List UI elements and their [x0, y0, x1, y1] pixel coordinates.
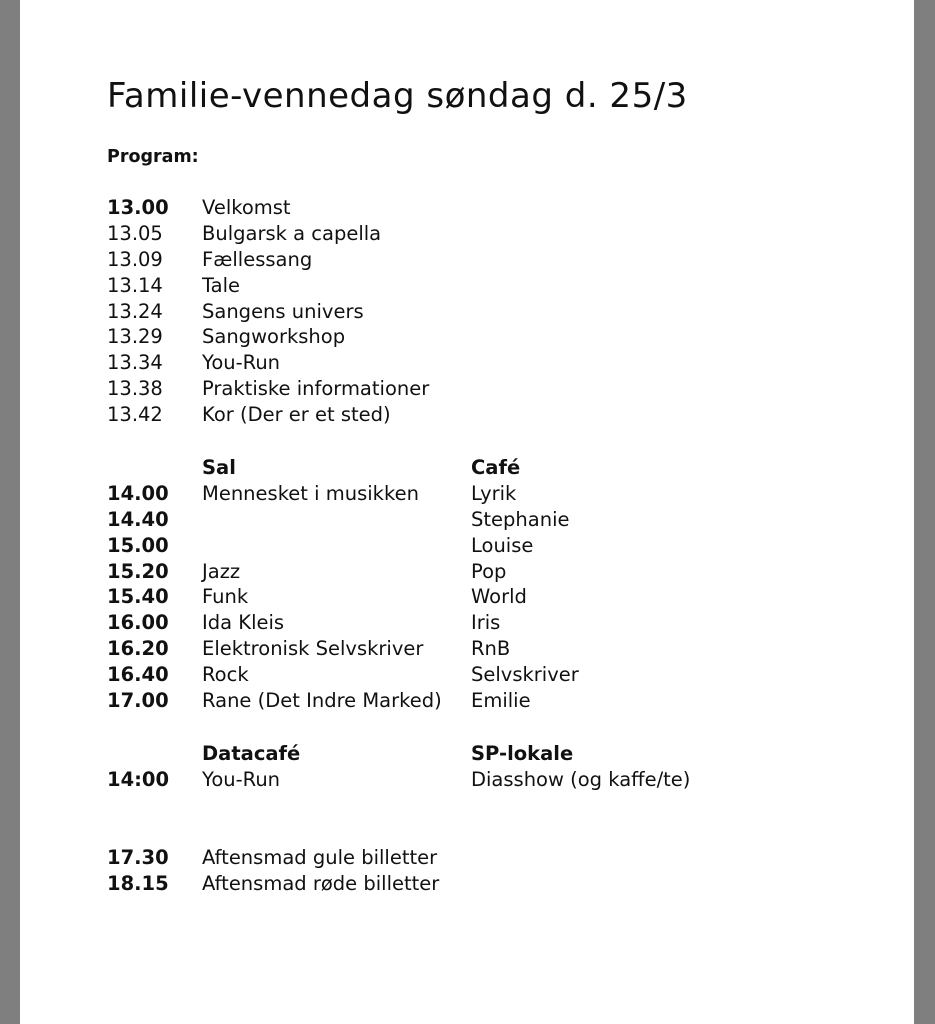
schedule-time: 13.29	[107, 325, 163, 349]
schedule-title: Velkomst	[202, 196, 291, 219]
program-label: Program:	[107, 147, 199, 167]
venue-header-cafe: Café	[471, 456, 521, 479]
sal-act: Ida Kleis	[202, 611, 285, 635]
venue-header-sp-lokale: SP-lokale	[471, 742, 574, 765]
schedule-time: 13.09	[107, 247, 163, 271]
schedule-time: 17.00	[107, 689, 169, 713]
schedule-time: 18.15	[107, 871, 169, 895]
venue-header-sal: Sal	[202, 456, 236, 479]
schedule-title: Praktiske informationer	[202, 377, 430, 401]
schedule-time: 17.30	[107, 846, 169, 869]
schedule-time: 16.00	[107, 611, 169, 635]
datacafe-act: You-Run	[202, 767, 281, 791]
schedule-title: Bulgarsk a capella	[202, 221, 382, 245]
schedule-title: Fællessang	[202, 247, 313, 271]
schedule-title: Aftensmad gule billetter	[202, 846, 438, 869]
sal-act: Jazz	[202, 559, 241, 583]
schedule-time: 16.40	[107, 663, 169, 687]
schedule-title: Sangworkshop	[202, 325, 346, 349]
schedule-time: 13.42	[107, 403, 163, 427]
document-page	[20, 0, 914, 1024]
sal-act: Mennesket i musikken	[202, 481, 419, 505]
sal-act: Elektronisk Selvskriver	[202, 637, 424, 661]
schedule-title: You-Run	[202, 351, 281, 375]
cafe-act: Louise	[471, 533, 534, 557]
cafe-act: Stephanie	[471, 507, 570, 531]
schedule-time: 13.00	[107, 196, 169, 219]
schedule-time: 13.38	[107, 377, 163, 401]
schedule-title: Aftensmad røde billetter	[202, 871, 440, 895]
cafe-act: Emilie	[471, 689, 531, 713]
sp-lokale-act: Diasshow (og kaffe/te)	[471, 767, 691, 791]
sal-act: Rane (Det Indre Marked)	[202, 689, 442, 713]
schedule-time: 16.20	[107, 637, 169, 661]
cafe-act: Lyrik	[471, 481, 517, 505]
cafe-act: Iris	[471, 611, 501, 635]
sal-act: Rock	[202, 663, 249, 687]
sal-act: Funk	[202, 585, 249, 609]
schedule-title: Kor (Der er et sted)	[202, 403, 391, 427]
cafe-act: Pop	[471, 559, 507, 583]
venue-header-datacafe: Datacafé	[202, 742, 301, 765]
schedule-time: 13.24	[107, 299, 163, 323]
schedule-time: 15.40	[107, 585, 169, 609]
schedule-title: Sangens univers	[202, 299, 364, 323]
schedule-time: 14.40	[107, 507, 169, 531]
schedule-time: 13.14	[107, 273, 163, 297]
schedule-time: 15.20	[107, 559, 169, 583]
schedule-time: 14.00	[107, 481, 169, 505]
schedule-time: 14:00	[107, 767, 170, 791]
schedule-time: 13.05	[107, 221, 163, 245]
schedule-title: Tale	[202, 273, 241, 297]
cafe-act: Selvskriver	[471, 663, 579, 687]
page-title: Familie-vennedag søndag d. 25/3	[107, 76, 688, 116]
cafe-act: World	[471, 585, 527, 609]
schedule-time: 15.00	[107, 533, 169, 557]
schedule-time: 13.34	[107, 351, 163, 375]
cafe-act: RnB	[471, 637, 511, 661]
